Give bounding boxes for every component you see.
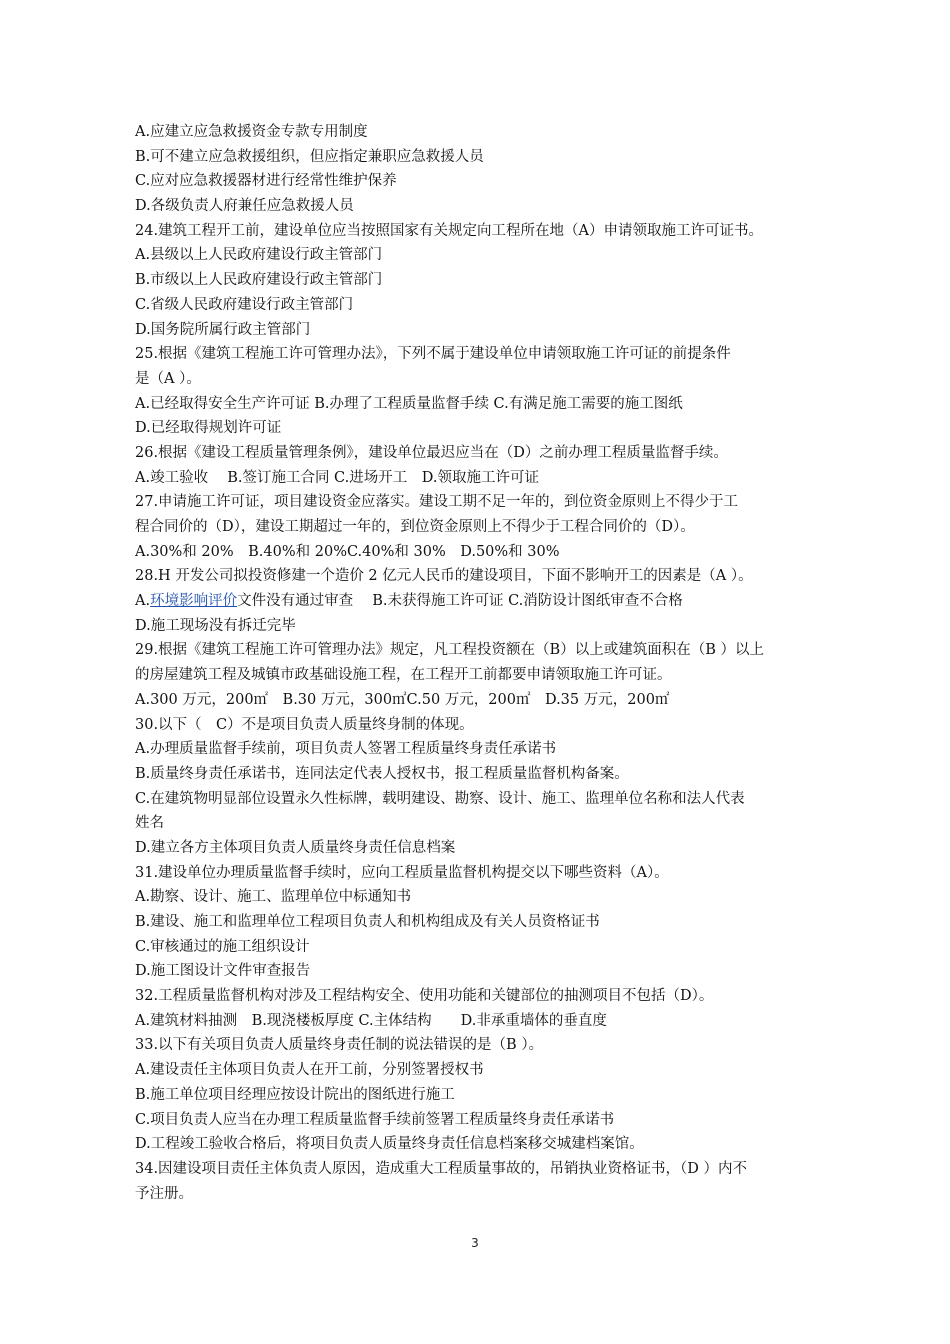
text-line: B.建设、施工和监理单位工程项目负责人和机构组成及有关人员资格证书: [135, 914, 600, 930]
text-line: C.省级人民政府建设行政主管部门: [135, 296, 354, 313]
text-line: B.可不建立应急救援组织，但应指定兼职应急救援人员: [135, 148, 484, 165]
text-line: D.建立各方主体项目负责人质量终身责任信息档案: [135, 839, 456, 856]
q28-option-rest: 文件没有通过审查 B.未获得施工许可证 C.消防设计图纸审查不合格: [237, 593, 683, 610]
question-28: 28.H 开发公司拟投资修建一个造价 2 亿元人民币的建设项目，下面不影响开工的因素是（A ）。: [135, 568, 753, 585]
text-line: A.竣工验收 B.签订施工合同 C.进场开工 D.领取施工许可证: [135, 469, 539, 486]
text-line: A.县级以上人民政府建设行政主管部门: [135, 247, 383, 264]
question-30: 30.以下（ C）不是项目负责人质量终身制的体现。: [135, 716, 474, 733]
text-line: A.已经取得安全生产许可证 B.办理了工程质量监督手续 C.有满足施工需要的施工图纸: [135, 395, 683, 412]
question-29: 29.根据《建筑工程施工许可管理办法》规定，凡工程投资额在（B）以上或建筑面积在（B ）以上: [135, 642, 764, 659]
text-line: B.市级以上人民政府建设行政主管部门: [135, 272, 383, 289]
question-25: 25.根据《建筑工程施工许可管理办法》，下列不属于建设单位申请领取施工许可证的前提条件: [135, 346, 731, 363]
text-line: A.应建立应急救援资金专款专用制度: [135, 124, 368, 140]
text-line: C.项目负责人应当在办理工程质量监督手续前签署工程质量终身责任承诺书: [135, 1111, 615, 1128]
question-26: 26.根据《建设工程质量管理条例》，建设单位最迟应当在（D）之前办理工程质量监督手续。: [135, 444, 728, 461]
text-line: D.施工现场没有拆迁完毕: [135, 617, 296, 634]
text-line: 是（A ）。: [135, 370, 201, 387]
text-line: A.30%和 20% B.40%和 20%C.40%和 30% D.50%和 30%: [135, 543, 560, 560]
q28-options-line: [135, 589, 825, 614]
text-line: 的房屋建筑工程及城镇市政基础设施工程，在工程开工前都要申请领取施工许可证。: [135, 667, 672, 684]
text-line: D.施工图设计文件审查报告: [135, 963, 311, 980]
text-line: A.办理质量监督手续前，项目负责人签署工程质量终身责任承诺书: [135, 741, 557, 758]
text-line: C.审核通过的施工组织设计: [135, 938, 310, 955]
text-line: D.各级负责人府兼任应急救援人员: [135, 198, 354, 215]
text-line: B.质量终身责任承诺书，连同法定代表人授权书，报工程质量监督机构备案。: [135, 765, 629, 782]
text-line: A.建筑材料抽测 B.现浇楼板厚度 C.主体结构 D.非承重墙体的垂直度: [135, 1012, 607, 1029]
question-24: 24.建筑工程开工前，建设单位应当按照国家有关规定向工程所在地（A）申请领取施工许可证书。: [135, 222, 764, 239]
text-line: C.应对应急救援器材进行经常性维护保养: [135, 173, 397, 190]
text-line: A.建设责任主体项目负责人在开工前，分别签署授权书: [135, 1062, 484, 1079]
text-line: A.300 万元，200㎡ B.30 万元，300㎡C.50 万元，200㎡ D.35 万元，200㎡: [135, 691, 670, 708]
question-27: 27.申请施工许可证，项目建设资金应落实。建设工期不足一年的，到位资金原则上不得少于工: [135, 494, 739, 511]
document-body: [135, 120, 825, 1206]
text-line: C.在建筑物明显部位设置永久性标牌，载明建设、勘察、设计、施工、监理单位名称和法人代表: [135, 790, 745, 807]
page-number: 3: [471, 1236, 479, 1250]
text-line: B.施工单位项目经理应按设计院出的图纸进行施工: [135, 1086, 455, 1103]
question-32: 32.工程质量监督机构对涉及工程结构安全、使用功能和关键部位的抽测项目不包括（D）。: [135, 988, 714, 1005]
q28-option-prefix: A.: [135, 593, 151, 610]
text-line: 姓名: [135, 815, 164, 832]
question-31: 31.建设单位办理质量监督手续时，应向工程质量监督机构提交以下哪些资料（A）。: [135, 864, 669, 881]
text-line: A.勘察、设计、施工、监理单位中标通知书: [135, 889, 412, 906]
text-line: D.国务院所属行政主管部门: [135, 321, 311, 338]
eia-link[interactable]: 环境影响评价: [150, 593, 238, 610]
question-34: 34.因建设项目责任主体负责人原因，造成重大工程质量事故的，吊销执业资格证书，（D ）内不: [135, 1160, 748, 1177]
text-line: D.已经取得规划许可证: [135, 420, 282, 437]
text-line: 程合同价的（D），建设工期超过一年的，到位资金原则上不得少于工程合同价的（D）。: [135, 519, 695, 535]
text-line: 予注册。: [135, 1185, 193, 1202]
question-33: 33.以下有关项目负责人质量终身责任制的说法错误的是（B ）。: [135, 1037, 544, 1054]
text-line: D.工程竣工验收合格后，将项目负责人质量终身责任信息档案移交城建档案馆。: [135, 1136, 644, 1153]
